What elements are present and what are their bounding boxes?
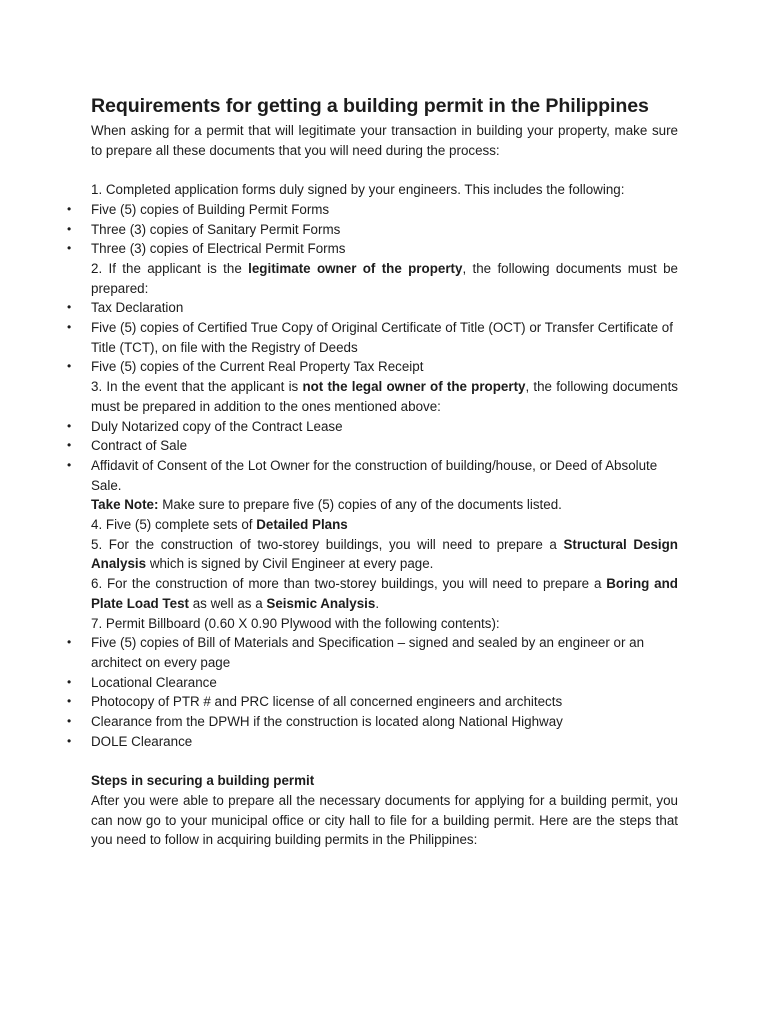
bullet-icon: •: [67, 300, 72, 315]
requirement-2-list: [67, 298, 678, 377]
list-item: • Clearance from the DPWH if the construction is located along National Highway: [91, 712, 678, 732]
list-item: • Five (5) copies of Certified True Copy of Original Certificate of Title (OCT) or Transfer Certificate of Title (TCT), on file with the Registry of Deeds: [67, 320, 673, 355]
list-item: • Contract of Sale: [91, 436, 678, 456]
list-item: • Photocopy of PTR # and PRC license of all concerned engineers and architects: [91, 692, 678, 712]
list-item: • Five (5) copies of Bill of Materials and Specification – signed and sealed by an engineer or an architect on every page: [67, 635, 645, 670]
bullet-icon: •: [67, 320, 72, 335]
bullet-icon: •: [67, 457, 72, 472]
bullet-icon: •: [67, 241, 72, 256]
requirement-5: 5. For the construction of two-storey buildings, you will need to prepare a Structural Design Analysis which is signed by Civil Engineer at every page.: [91, 536, 678, 572]
intro-paragraph: When asking for a permit that will legitimate your transaction in building your property, make sure to prepare all these documents that you will need during the process:: [91, 123, 678, 158]
bullet-icon: •: [67, 635, 72, 650]
bullet-icon: •: [67, 201, 72, 216]
document-body: [67, 93, 678, 850]
steps-paragraph: After you were able to prepare all the necessary documents for applying for a building permit, you can now go to your municipal office or city hall to file for a building permit. Here are the steps that you need to follow in acquiring building permits in the Philippines:: [91, 792, 678, 848]
requirement-7: 7. Permit Billboard (0.60 X 0.90 Plywood with the following contents):: [91, 615, 500, 631]
requirement-1-list: [67, 200, 678, 259]
list-item: • Tax Declaration: [91, 298, 678, 318]
take-note: Take Note: Make sure to prepare five (5) copies of any of the documents listed.: [91, 497, 562, 513]
spacer: [91, 160, 678, 180]
requirement-7-list: [67, 633, 678, 751]
bullet-icon: •: [67, 694, 72, 709]
list-item: • Five (5) copies of Building Permit Forms: [91, 200, 678, 220]
requirement-1: 1. Completed application forms duly signed by your engineers. This includes the following:: [91, 182, 625, 198]
requirement-6: 6. For the construction of more than two-storey buildings, you will need to prepare a Boring and Plate Load Test as well as a Seismic Analysis.: [91, 576, 678, 611]
bullet-icon: •: [67, 674, 72, 689]
bullet-icon: •: [67, 733, 72, 748]
bullet-icon: •: [67, 221, 72, 236]
requirement-2: 2. If the applicant is the legitimate owner of the property, the following documents must be prepared:: [91, 260, 678, 296]
steps-heading: Steps in securing a building permit: [91, 773, 315, 789]
list-item: • Three (3) copies of Electrical Permit Forms: [91, 239, 678, 259]
list-item: • Locational Clearance: [91, 673, 678, 693]
list-item: • DOLE Clearance: [91, 732, 678, 752]
bullet-icon: •: [67, 714, 72, 729]
bullet-icon: •: [67, 359, 72, 374]
requirement-4: 4. Five (5) complete sets of Detailed Plans: [91, 517, 348, 533]
list-item: • Affidavit of Consent of the Lot Owner for the construction of building/house, or Deed of Absolute Sale.: [67, 457, 658, 493]
bullet-icon: •: [67, 418, 72, 433]
requirement-3: 3. In the event that the applicant is not the legal owner of the property, the following documents must be prepared in addition to the ones mentioned above:: [91, 379, 678, 414]
page-title: Requirements for getting a building permit in the Philippines: [91, 95, 649, 117]
list-item: • Five (5) copies of the Current Real Property Tax Receipt: [91, 357, 678, 377]
spacer: [91, 751, 678, 771]
bullet-icon: •: [67, 438, 72, 453]
list-item: • Three (3) copies of Sanitary Permit Forms: [91, 220, 678, 240]
requirement-3-list: [67, 417, 678, 496]
list-item: • Duly Notarized copy of the Contract Lease: [91, 417, 678, 437]
